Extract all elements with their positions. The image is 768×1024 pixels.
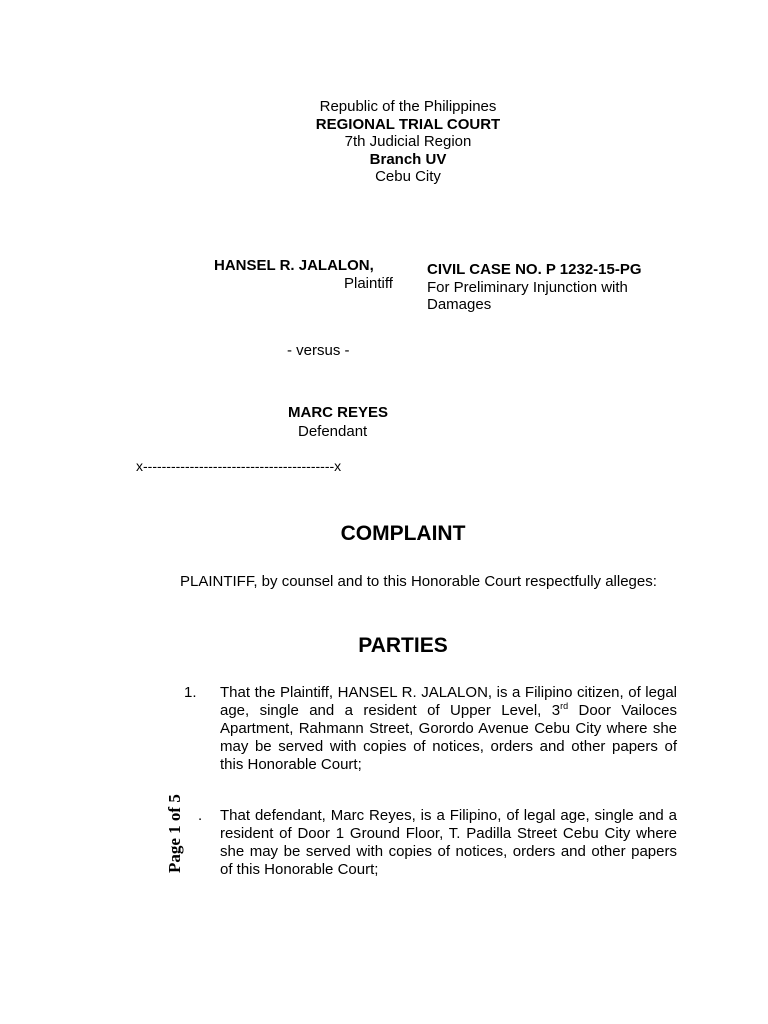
judicial-region: 7th Judicial Region (344, 133, 472, 151)
plaintiff-role: Plaintiff (344, 275, 393, 292)
caption-separator: x-----------------------------------------x (136, 458, 342, 474)
paragraph-number: 1. (184, 684, 197, 701)
intro-paragraph (136, 573, 677, 591)
intro-text: PLAINTIFF, by counsel and to this Honorable Court respectfully alleges: (180, 573, 657, 590)
document-title: COMPLAINT (340, 522, 466, 545)
plaintiff-name: HANSEL R. JALALON, (214, 257, 374, 274)
case-number: CIVIL CASE NO. P 1232-15-PG (427, 261, 642, 278)
ordinal-superscript: rd (560, 701, 569, 712)
defendant-name: MARC REYES (288, 404, 389, 421)
case-info (427, 261, 677, 314)
paragraph-plaintiff (220, 684, 677, 774)
paragraph-number: . (198, 807, 203, 824)
paragraph-text: Door Vailoces Apartment, Rahmann Street, Gorordo Avenue Cebu City where she may be served with copies of notices, orders and other papers of this Honorable Court; (220, 702, 677, 774)
defendant-role: Defendant (298, 423, 368, 440)
paragraph-defendant: That defendant, Marc Reyes, is a Filipino, of legal age, single and a resident of Door 1 Ground Floor, T. Padilla Street Cebu City where she may be served with copies of notices, orders and other papers of this Honorable Court; (220, 807, 677, 879)
court-branch: Branch UV (369, 150, 447, 168)
court-header (0, 98, 768, 186)
page-number-label: Page 1 of 5 (165, 794, 184, 873)
section-title-parties: PARTIES (358, 634, 448, 657)
paragraph-text: That the Plaintiff, HANSEL R. JALALON, is a Filipino citizen, of legal age, single and a resident of Upper Level, 3 (220, 684, 677, 720)
case-nature: For Preliminary Injunction with Damages (427, 278, 628, 313)
republic-line: Republic of the Philippines (319, 98, 497, 115)
versus-label: - versus - (287, 342, 350, 359)
court-name: REGIONAL TRIAL COURT (315, 115, 501, 133)
court-city: Cebu City (375, 168, 441, 186)
